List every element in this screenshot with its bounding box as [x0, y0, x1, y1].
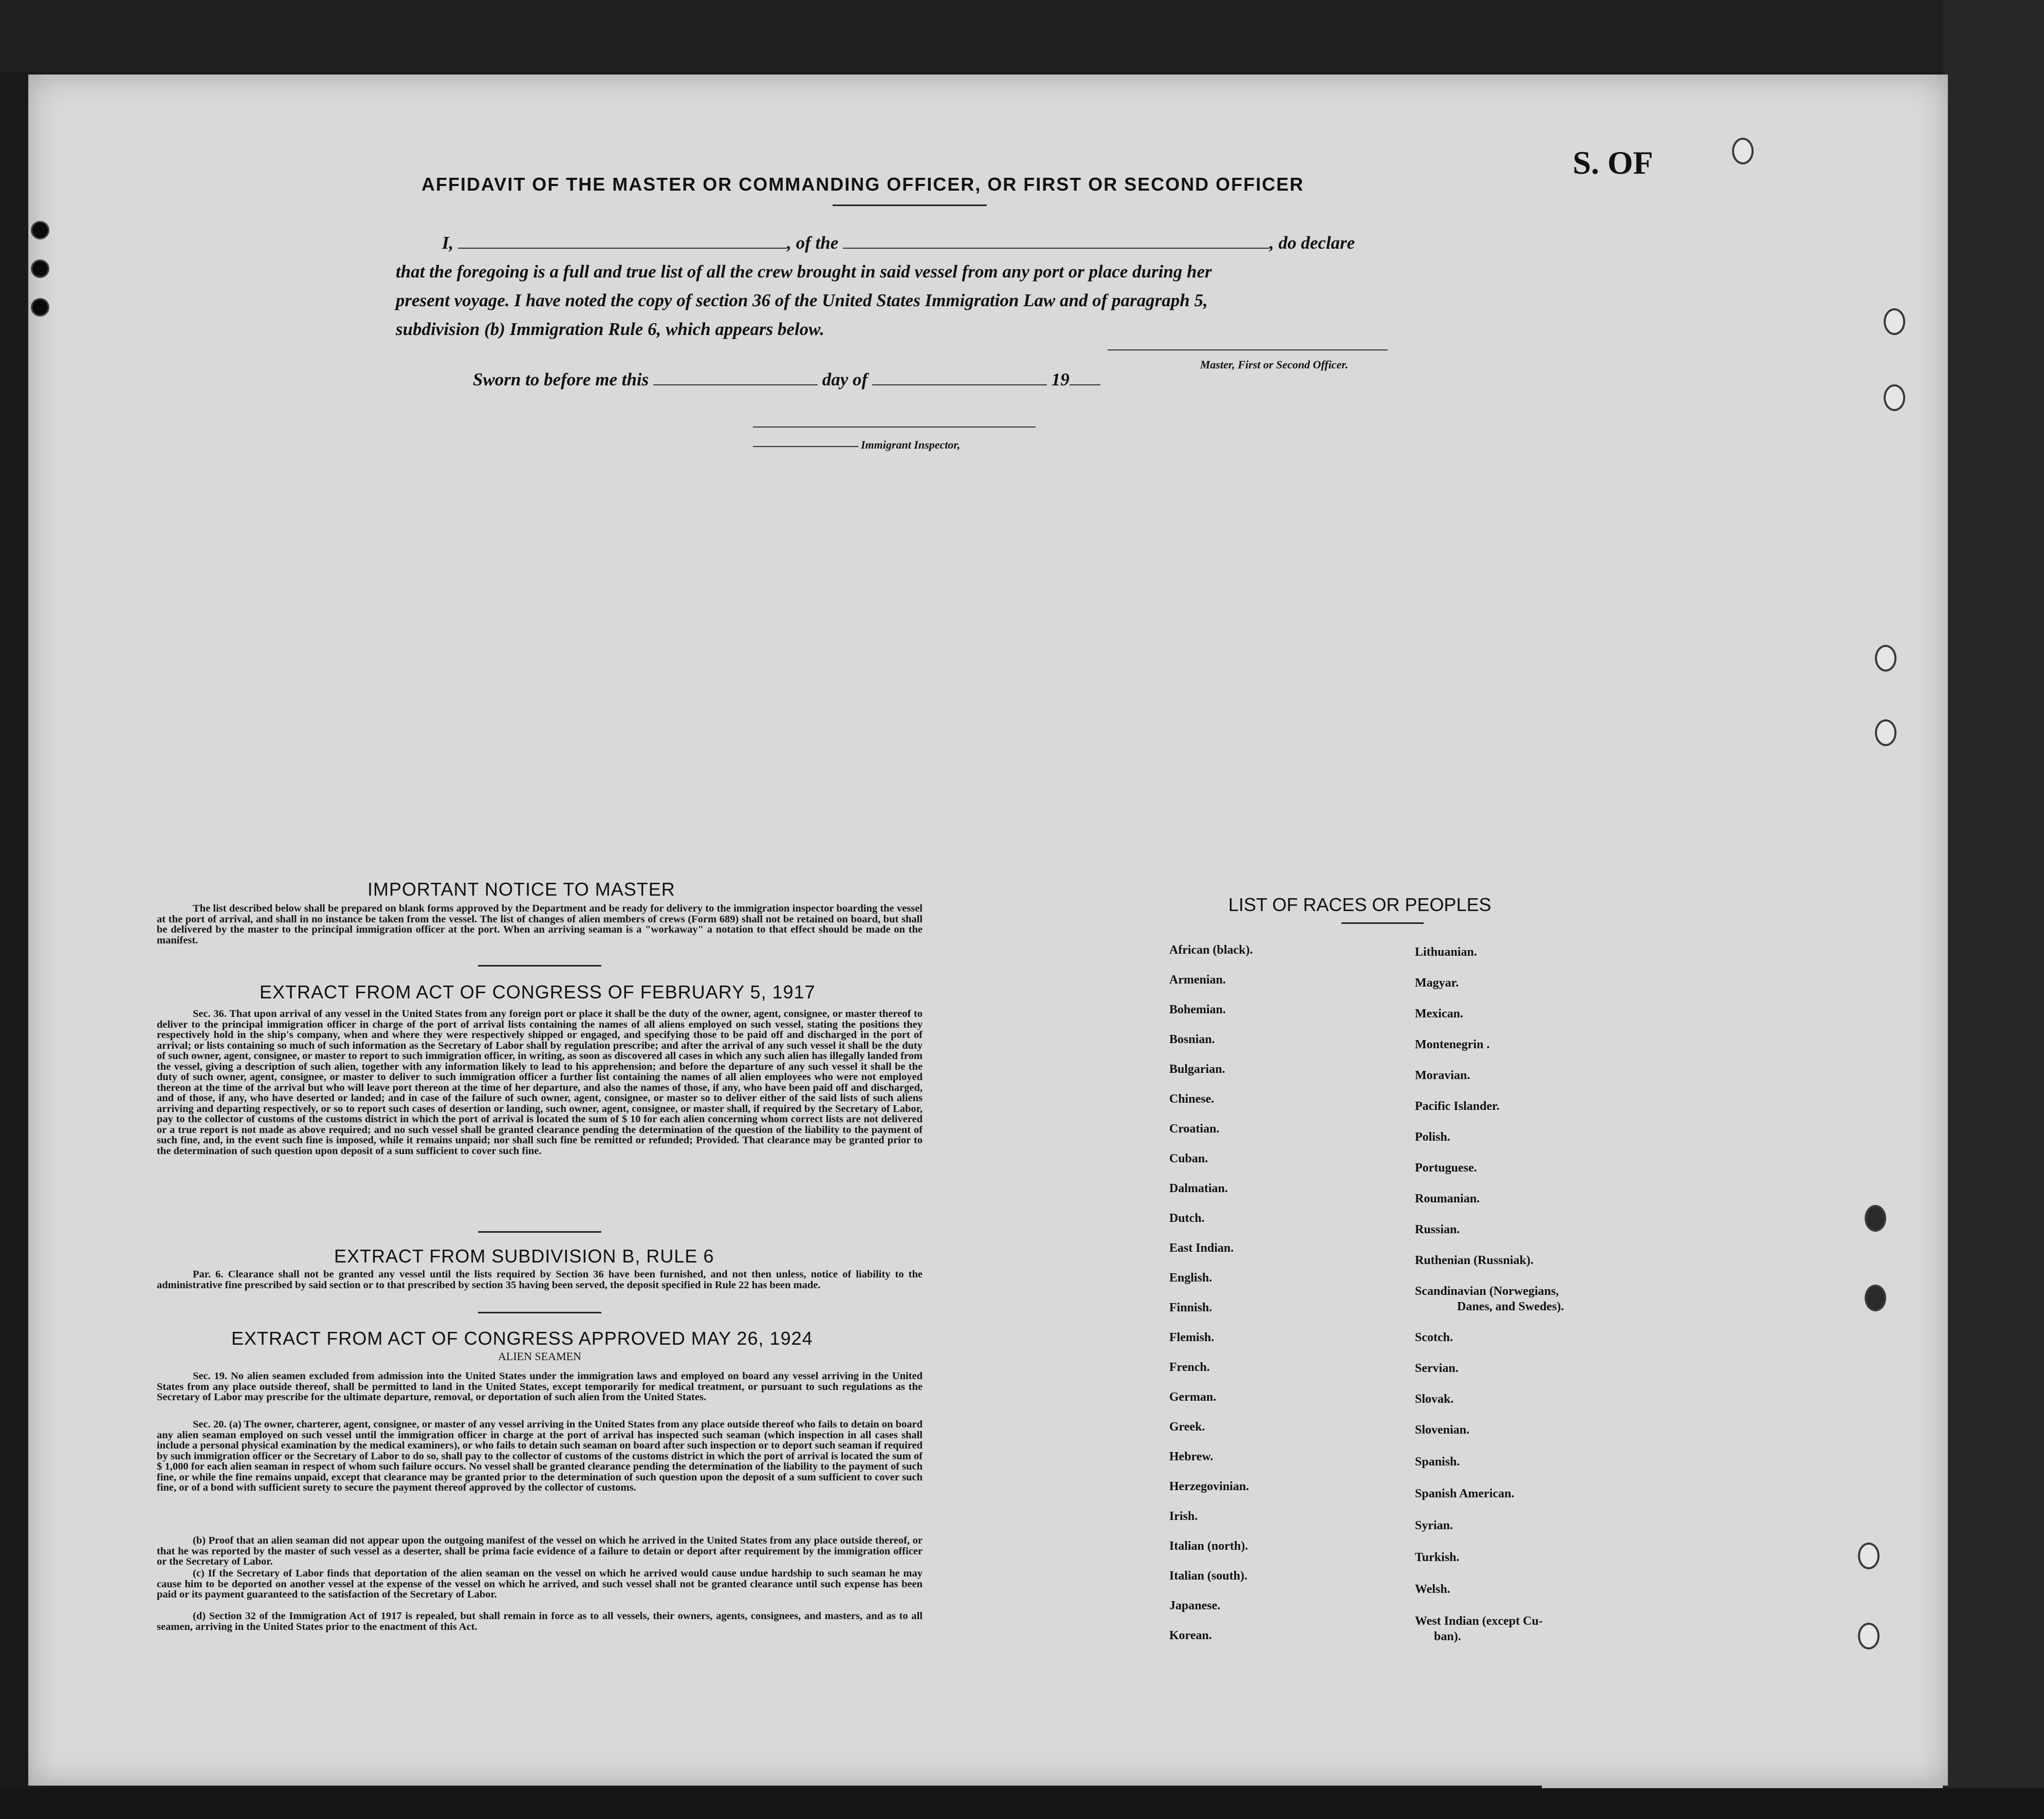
left-binder-hole: [31, 259, 49, 278]
race-item: Welsh.: [1415, 1583, 1450, 1596]
punch-hole: [1858, 1543, 1880, 1569]
race-item: Armenian.: [1169, 973, 1226, 987]
race-item: Japanese.: [1169, 1599, 1221, 1612]
race-item: Danes, and Swedes).: [1457, 1300, 1564, 1313]
day-of-text: day of: [822, 369, 868, 389]
affidavit-line-3: present voyage. I have noted the copy of section 36 of the United States Immigration Law and of paragraph 5,: [396, 290, 1208, 310]
race-item: Greek.: [1169, 1420, 1205, 1434]
name-blank[interactable]: [458, 232, 787, 249]
race-item: English.: [1169, 1271, 1212, 1285]
race-item: Portuguese.: [1415, 1161, 1477, 1175]
rule6-body: Par. 6. Clearance shall not be granted any vessel until the lists required by Section 36 have been furnished, and not then unless, notice of liability to the administrative fine prescribed by said section or to that prescribed by section 35 having been served, the deposit specified in Rule 22 has been made.: [157, 1269, 923, 1291]
day-blank[interactable]: [653, 369, 818, 385]
extract-1924-title: EXTRACT FROM ACT OF CONGRESS APPROVED MAY 26, 1924: [231, 1328, 813, 1349]
race-item: Spanish.: [1415, 1455, 1460, 1469]
punch-hole: [1884, 384, 1905, 411]
affidavit-line-4: subdivision (b) Immigration Rule 6, which appears below.: [396, 319, 824, 339]
extract-1924-subtitle: ALIEN SEAMEN: [498, 1350, 581, 1363]
affidavit-i: I,: [442, 233, 454, 253]
scan-bottom-border: [0, 1788, 2044, 1819]
race-item: Turkish.: [1415, 1551, 1460, 1564]
punch-hole: [1858, 1623, 1880, 1649]
race-item: Moravian.: [1415, 1069, 1470, 1082]
race-item: Mexican.: [1415, 1007, 1463, 1020]
race-item: Hebrew.: [1169, 1450, 1213, 1463]
month-blank[interactable]: [872, 369, 1047, 385]
race-item: Italian (south).: [1169, 1569, 1248, 1583]
race-item: Slovak.: [1415, 1393, 1454, 1406]
race-item: Slovenian.: [1415, 1423, 1470, 1437]
vessel-blank[interactable]: [843, 232, 1269, 249]
extract-1917-body: Sec. 36. That upon arrival of any vessel in the United States from any foreign port or place it shall be the duty of the owner, agent, consignee, or master thereof to deliver to the principal immigration officer in charge of the port of arrival lists containing the names of all aliens employed on such vessel, stating the positions they respectively hold in the ship's company, when and where they were respectively shipped or engaged, and specifying those to be paid off and discharged in the port of arrival; or lists containing so much of such information as the Secretary of Labor shall by regulation prescribe; and after the arrival of any such vessel it shall be the duty of such owner, agent, consignee, or master to report to such immigration officer, in writing, as soon as discovered all cases in which any such alien has illegally landed from the vessel, giving a description of such alien, together with any information likely to lead to his apprehension; and before the departure of any such vessel it shall be the duty of such owner, agent, consignee, or master to deliver to such immigration officer a further list containing the names of all alien employees who were not employed thereon at the time of the arrival but who will leave port thereon at the time of her departure, and also the names of those, if any, who have been paid off and discharged, and of those, if any, who have deserted or landed; and in case of the failure of such owner, agent, consignee, or master so to deliver either of the said lists of such aliens arriving and departing respectively, or so to report such cases of desertion or landing, such owner, agent, consignee, or master shall, if required by the Secretary of Labor, pay to the collector of customs of the customs district in which the port of arrival is located the sum of $ 10 for each alien concerning whom correct lists are not delivered or a true report is not made as above required; and no such vessel shall be granted clearance pending the determination of the question of the liability to the payment of such fine, and, in the event such fine is imposed, while it remains unpaid; nor shall such fine be remitted or refunded; Provided. That clearance may be granted prior to the determination of such question upon deposit of a sum sufficient to cover such fine.: [157, 1008, 923, 1157]
scan-top-border: [0, 0, 2044, 72]
rule6-rule: [478, 1312, 601, 1313]
race-item: Ruthenian (Russniak).: [1415, 1254, 1534, 1267]
extract-1924-sec19: Sec. 19. No alien seamen excluded from admission into the United States under the immigration laws and employed on board any vessel arriving in the United States from any place outside thereof, shall be permitted to land in the United States, except temporarily for medical treatment, or pursuant to such regulations as the Secretary of Labor may prescribe for the ultimate departure, removal, or deportation of such alien from the United States.: [157, 1370, 923, 1403]
affidavit-line-2: that the foregoing is a full and true list of all the crew brought in said vessel from any port or place during her: [396, 262, 1212, 282]
race-item: African (black).: [1169, 943, 1253, 957]
inspector-caption: Immigrant Inspector,: [861, 438, 961, 451]
affidavit-of-the: , of the: [787, 233, 839, 253]
race-item: Spanish American.: [1415, 1487, 1515, 1500]
race-item: Irish.: [1169, 1510, 1198, 1523]
races-title: LIST OF RACES OR PEOPLES: [1228, 894, 1491, 915]
races-rule: [1341, 922, 1424, 924]
affidavit-text: [396, 229, 1395, 344]
race-item: Polish.: [1415, 1130, 1450, 1144]
race-item: Flemish.: [1169, 1331, 1214, 1344]
year-blank[interactable]: [1070, 369, 1100, 385]
punch-hole: [1865, 1285, 1886, 1311]
left-binder-hole: [31, 298, 49, 317]
race-item: Bohemian.: [1169, 1003, 1226, 1016]
year-prefix: 19: [1051, 369, 1070, 389]
sworn-text: Sworn to before me this: [473, 369, 649, 389]
inspector-signature-line[interactable]: [753, 426, 1036, 428]
left-binder-hole: [31, 221, 49, 239]
race-item: Italian (north).: [1169, 1539, 1248, 1553]
race-item: Pacific Islander.: [1415, 1100, 1500, 1113]
race-item: Korean.: [1169, 1629, 1212, 1642]
master-signature-line[interactable]: [1108, 349, 1388, 350]
master-caption: Master, First or Second Officer.: [1200, 358, 1349, 371]
race-item: Scandinavian (Norwegians,: [1415, 1285, 1559, 1298]
sworn-line: [473, 369, 1192, 390]
rule6-title: EXTRACT FROM SUBDIVISION B, RULE 6: [334, 1246, 714, 1267]
race-item: Servian.: [1415, 1362, 1459, 1375]
race-item: Bulgarian.: [1169, 1063, 1225, 1076]
race-item: Croatian.: [1169, 1122, 1220, 1136]
affidavit-title: AFFIDAVIT OF THE MASTER OR COMMANDING OFFICER, OR FIRST OR SECOND OFFICER: [421, 174, 1304, 195]
scan-right-border: [1943, 0, 2044, 1819]
race-item: German.: [1169, 1390, 1217, 1404]
extract-1924-sec20b: (b) Proof that an alien seaman did not appear upon the outgoing manifest of the vessel on which he arrived in the United States from any place outside thereof, or that he was reported by the master of such vessel as a deserter, shall be prima facie evidence of a failure to detain or deport after requirement by the immigration officer or the Secretary of Labor.: [157, 1535, 923, 1567]
race-item: ban).: [1434, 1630, 1461, 1643]
punch-hole: [1884, 308, 1905, 335]
race-item: Lithuanian.: [1415, 945, 1477, 959]
punch-hole: [1875, 645, 1896, 672]
extract-1917-rule: [478, 1231, 601, 1233]
race-item: Montenegrin .: [1415, 1038, 1490, 1051]
extract-1924-sec20c: (c) If the Secretary of Labor finds that deportation of the alien seaman on the vessel on which he arrived would cause undue hardship to such seaman he may cause him to be deported on another vessel at the expense of the vessel on which he arrived, and such vessel shall not be granted clearance until such expense has been paid or its payment guaranteed to the satisfaction of the Secretary of Labor.: [157, 1568, 923, 1600]
inspector-caption-rule: [753, 446, 858, 447]
race-item: Herzegovinian.: [1169, 1480, 1249, 1493]
punch-hole: [1875, 719, 1896, 746]
notice-title: IMPORTANT NOTICE TO MASTER: [367, 879, 675, 900]
title-rule: [833, 205, 987, 206]
race-item: Dalmatian.: [1169, 1182, 1228, 1195]
race-item: Syrian.: [1415, 1519, 1453, 1532]
race-item: Dutch.: [1169, 1212, 1205, 1225]
extract-1924-sec20a: Sec. 20. (a) The owner, charterer, agent, consignee, or master of any vessel arriving in the United States from any place outside thereof who fails to detain on board any alien seaman employed on such vessel until the immigration officer in charge at the port of arrival has inspected such seaman (which inspection in all cases shall include a personal physical examination by the medical examiners), or who fails to detain such seaman on board after such inspection or to deport such seaman if required by such immigration officer or the Secretary of Labor to do so, shall pay to the collector of customs of the customs district in which the port of arrival is located the sum of $ 1,000 for each alien seaman in respect of whom such failure occurs. No vessel shall be granted clearance pending the determination of the liability to the payment of such fine, or while the fine remains unpaid, except that clearance may be granted prior to the determination of such question upon the deposit of a sum sufficient to cover such fine, or of a bond with sufficient surety to secure the payment thereof approved by the collector of customs.: [157, 1419, 923, 1493]
header-fragment: S. OF: [1573, 144, 1653, 181]
race-item: Cuban.: [1169, 1152, 1208, 1165]
punch-hole: [1732, 138, 1754, 164]
race-item: Chinese.: [1169, 1092, 1214, 1106]
race-item: Russian.: [1415, 1223, 1460, 1236]
notice-body: The list described below shall be prepared on blank forms approved by the Department and be ready for delivery to the immigration inspector boarding the vessel at the port of arrival, and shall in no instance be taken from the vessel. The list of changes of alien members of crews (Form 689) shall not be retained on board, but shall be delivered by the master to the principal immigration officer at the port. When an arriving seaman is a "workaway" a notation to that effect should be made on the manifest.: [157, 903, 923, 946]
race-item: East Indian.: [1169, 1241, 1234, 1255]
race-item: Roumanian.: [1415, 1192, 1480, 1205]
notice-rule: [478, 965, 601, 967]
race-item: Bosnian.: [1169, 1033, 1215, 1046]
punch-hole: [1865, 1205, 1886, 1232]
race-item: West Indian (except Cu-: [1415, 1614, 1543, 1628]
race-item: Scotch.: [1415, 1331, 1453, 1344]
extract-1924-sec20d: (d) Section 32 of the Immigration Act of 1917 is repealed, but shall remain in force as to all vessels, their owners, agents, consignees, and masters, and as to all seamen, arriving in the United States prior to the enactment of this Act.: [157, 1610, 923, 1632]
race-item: Magyar.: [1415, 976, 1459, 990]
extract-1917-title: EXTRACT FROM ACT OF CONGRESS OF FEBRUARY 5, 1917: [260, 981, 816, 1003]
affidavit-declare: , do declare: [1269, 233, 1355, 253]
race-item: Finnish.: [1169, 1301, 1212, 1314]
race-item: French.: [1169, 1361, 1210, 1374]
